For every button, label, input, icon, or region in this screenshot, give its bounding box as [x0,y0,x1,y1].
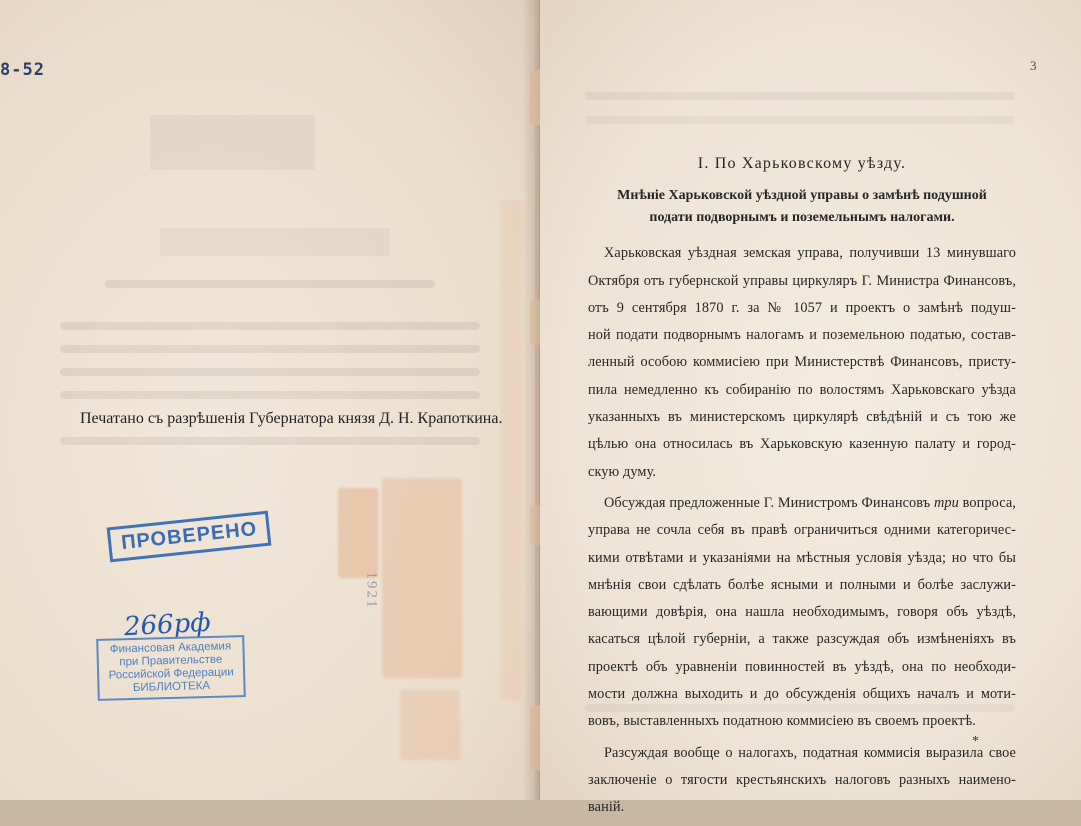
text-line: Харьковская уѣздная земская управа, получивши 13 минувшаго [604,245,1016,262]
footnote-mark: * [972,734,979,749]
library-stamp-line: Финансовая Академия [109,640,232,656]
text-line: скую думу. [588,463,657,480]
library-stamp [96,635,246,701]
text-line: цѣлью она относилась въ Харьковскую казенную палату и город- [588,436,1016,453]
inventory-number-mark: 1921 [363,571,380,610]
bleed-through-line [105,280,435,288]
chapter-heading: I. По Харьковскому уѣзду. [697,155,907,172]
bleed-through-line [60,368,480,376]
bleed-through-box [150,115,315,170]
text-line: касаться цѣлой губерніи, а также разсуждая объ измѣненіяхъ въ [588,631,1016,648]
bleed-through-line [60,345,480,353]
paper-stain [500,200,522,700]
text-line: указанныхъ въ министерскомъ циркулярѣ свѣдѣній и съ тою же [588,409,1016,426]
library-stamp-line: Российской Федерации [108,666,234,682]
paper-stain [400,690,460,760]
library-stamp-line: при Правительстве [119,653,223,669]
text-line: Разсуждая вообще о налогахъ, податная коммисія выразила свое [604,744,1016,761]
text-line: вовъ, выставленныхъ податною коммисіею въ своемъ проектѣ. [588,713,976,730]
text-line: проектѣ объ уравненіи повинностей въ уѣздѣ, она по необходи- [588,658,1016,675]
bleed-through-line [60,391,480,399]
text-line: отъ 9 сентября 1870 г. за № 1057 и проектъ о замѣнѣ подуш- [588,299,1016,316]
text-line: ной подати подворнымъ налогамъ и поземельною податью, состав- [588,327,1016,344]
text-line: мости должна выходить и до обсужденія общихъ началъ и моти- [588,686,1016,703]
text-line: пила немедленно къ собиранію по волостямъ Харьковскаго уѣзда [588,381,1016,398]
left-page [0,0,535,800]
imprimatur-line: Печатано съ разрѣшенія Губернатора князя Д. Н. Крапоткина. [80,410,503,427]
text-line: заключеніе о тягости крестьянскихъ налоговъ разныхъ наимено- [588,771,1016,788]
checked-stamp: ПРОВЕРЕНО [107,511,272,563]
paper-stain [382,478,462,678]
text-line: вающими довѣрія, она нашла необходимымъ, говоря объ уѣздѣ, [588,604,1016,621]
shelf-mark: 8-52 [0,60,45,80]
handwritten-inventory-code: 266рф [123,607,212,643]
bleed-through-line [60,322,480,330]
paragraph-2 [588,490,1016,736]
text-line: управа не сочла себя въ правѣ ограничиться одними категоричес- [588,522,1016,539]
bleed-through-line [585,92,1015,100]
page-number: 3 [1030,58,1045,73]
bleed-through-box [160,228,390,256]
text-line: Обсуждая предложенные Г. Министромъ Финансовъ три вопроса, [604,494,1016,511]
bleed-through-line [585,116,1015,124]
section-subtitle [588,184,1016,230]
subtitle-line: подати подворнымъ и поземельнымъ налогами. [649,210,955,226]
text-line: кими отвѣтами и указаніями на мѣстныя условія уѣзда; но что бы [588,549,1016,566]
library-stamp-line: БИБЛИОТЕКА [132,679,211,695]
text-line: ваній. [588,799,625,816]
text-line: ленный особою коммисіею при Министерствѣ Финансовъ, присту- [588,354,1016,371]
paper-stain [338,488,378,578]
main-text-column [588,150,1016,826]
bleed-through-line [60,437,480,445]
text-line: мнѣнія свои сдѣлать болѣе ясными и полными и болѣе заслужи- [588,576,1016,593]
subtitle-line: Мнѣніе Харьковской уѣздной управы о замѣнѣ подушной [617,188,987,204]
paragraph-3 [588,740,1016,822]
text-line: Октября отъ губернской управы циркуляръ Г. Министра Финансовъ, [588,272,1016,289]
paragraph-1 [588,240,1016,486]
italic-emphasis: три [933,494,959,511]
